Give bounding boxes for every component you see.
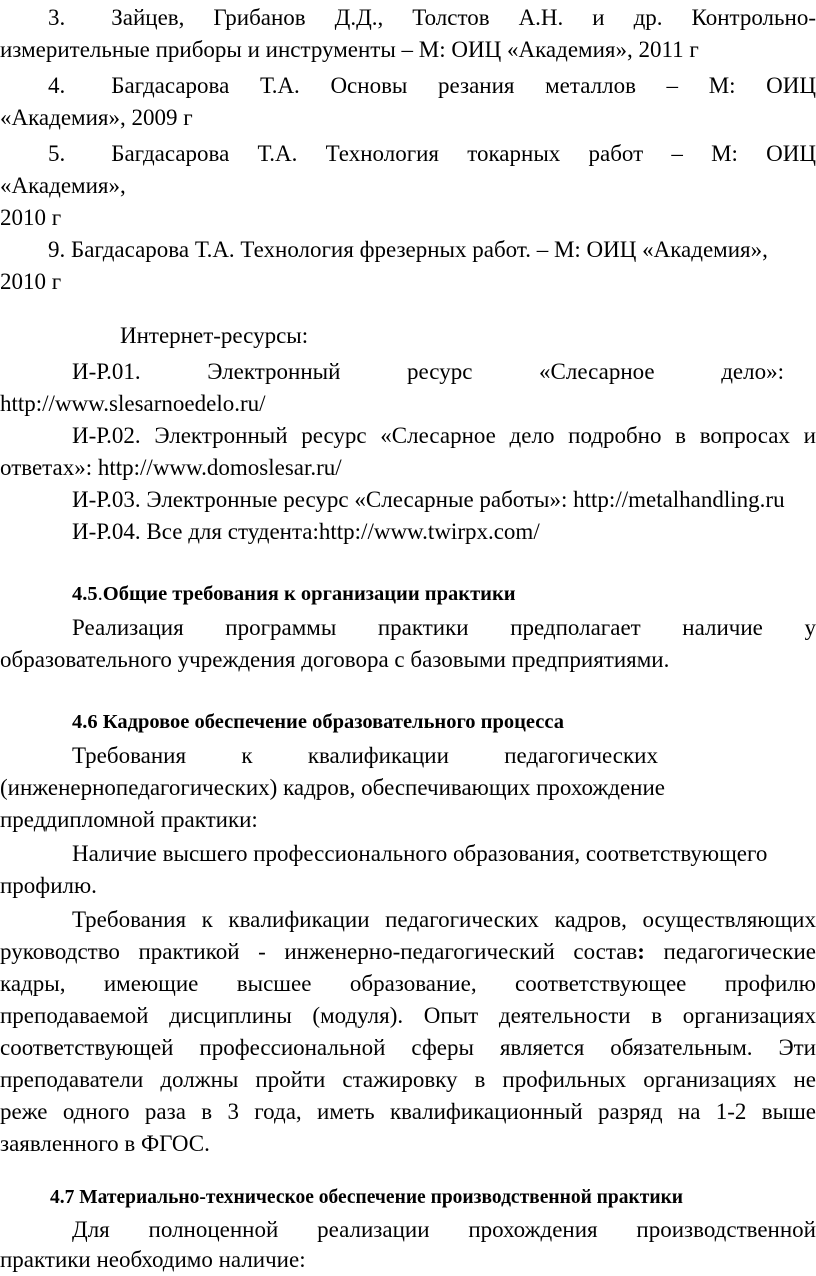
section-4-5-paragraph-line-2: образовательного учреждения договора с базовыми предприятиями.	[0, 647, 670, 672]
internet-resource-01-line-1: И-Р.01. Электронный ресурс «Слесарное дело»:	[72, 359, 784, 384]
section-4-5-dot: .	[97, 583, 103, 605]
section-4-7-paragraph-line-2: практики необходимо наличие:	[0, 1247, 306, 1272]
section-4-6-staff-line-1: Требования к квалификации педагогических кадров, осуществляющих	[72, 907, 816, 932]
internet-resource-02-line-2: ответах»: http://www.domoslesar.ru/	[0, 455, 342, 480]
section-4-6-staff-line-3: кадры, имеющие высшее образование, соответствующее профилю	[0, 971, 816, 996]
section-4-6-staff-colon: :	[637, 939, 645, 964]
section-4-6-staff-line-6: преподаватели должны пройти стажировку в профильных организациях не	[0, 1067, 816, 1092]
section-4-6-education-line-1: Наличие высшего профессионального образования, соответствующего	[72, 841, 768, 866]
internet-resource-02-line-1: И-Р.02. Электронный ресурс «Слесарное дело подробно в вопросах и	[72, 423, 816, 448]
section-4-6-staff-line-5: соответствующей профессиональной сферы является обязательным. Эти	[0, 1035, 816, 1060]
section-4-6-staff-line-8: заявленного в ФГОС.	[0, 1131, 210, 1156]
section-4-6-staff-line-2a: руководство практикой - инженерно-педагогический состав	[0, 939, 638, 964]
internet-resources-heading: Интернет-ресурсы:	[120, 323, 309, 348]
section-4-5-title: Общие требования к организации практики	[102, 583, 516, 605]
section-4-5-heading	[72, 578, 816, 610]
section-4-6-requirements-line-1: Требования к квалификации педагогических	[72, 743, 658, 768]
section-4-5-number: 4.5	[72, 583, 98, 605]
reference-3-line-2: измерительные приборы и инструменты – М: ОИЦ «Академия», 2011 г	[0, 37, 699, 62]
reference-9-line-1: 9. Багдасарова Т.А. Технология фрезерных работ. – М: ОИЦ «Академия»,	[48, 237, 768, 262]
reference-3-line-1: 3. Зайцев, Грибанов Д.Д., Толстов А.Н. и др. Контрольно-	[48, 5, 816, 30]
reference-4-line-2: «Академия», 2009 г	[0, 105, 193, 130]
section-4-6-education-line-2: профилю.	[0, 873, 97, 898]
reference-5-line-1: 5. Багдасарова Т.А. Технология токарных работ – М: ОИЦ	[48, 141, 816, 166]
section-4-5-paragraph-line-1: Реализация программы практики предполагает наличие у	[72, 615, 816, 640]
reference-9-line-2: 2010 г	[0, 269, 62, 294]
section-4-6-staff-line-7: реже одного раза в 3 года, иметь квалификационный разряд на 1-2 выше	[0, 1099, 816, 1124]
reference-4-line-1: 4. Багдасарова Т.А. Основы резания металлов – М: ОИЦ	[48, 73, 816, 98]
section-4-7-heading: 4.7 Материально-техническое обеспечение производственной практики	[50, 1187, 684, 1208]
section-4-7-paragraph-line-1: Для полноценной реализации прохождения производственной	[72, 1217, 816, 1242]
internet-resource-03: И-Р.03. Электронные ресурс «Слесарные работы»: http://metalhandling.ru	[72, 487, 785, 512]
internet-resource-01-url: http://www.slesarnoedelo.ru/	[0, 391, 266, 416]
section-4-6-requirements-line-2: (инженернопедагогических) кадров, обеспечивающих прохождение	[0, 775, 666, 800]
section-4-6-requirements-line-3: преддипломной практики:	[0, 807, 258, 832]
reference-5-line-3: 2010 г	[0, 205, 62, 230]
section-4-6-staff-line-4: преподаваемой дисциплины (модуля). Опыт деятельности в организациях	[0, 1003, 816, 1028]
reference-5-line-2: «Академия»,	[0, 173, 126, 198]
section-4-6-staff-line-2	[0, 936, 816, 968]
internet-resource-04: И-Р.04. Все для студента:http://www.twirpx.com/	[72, 519, 540, 544]
section-4-6-staff-line-2b: педагогические	[644, 939, 816, 964]
section-4-6-heading: 4.6 Кадровое обеспечение образовательного процесса	[72, 711, 564, 733]
